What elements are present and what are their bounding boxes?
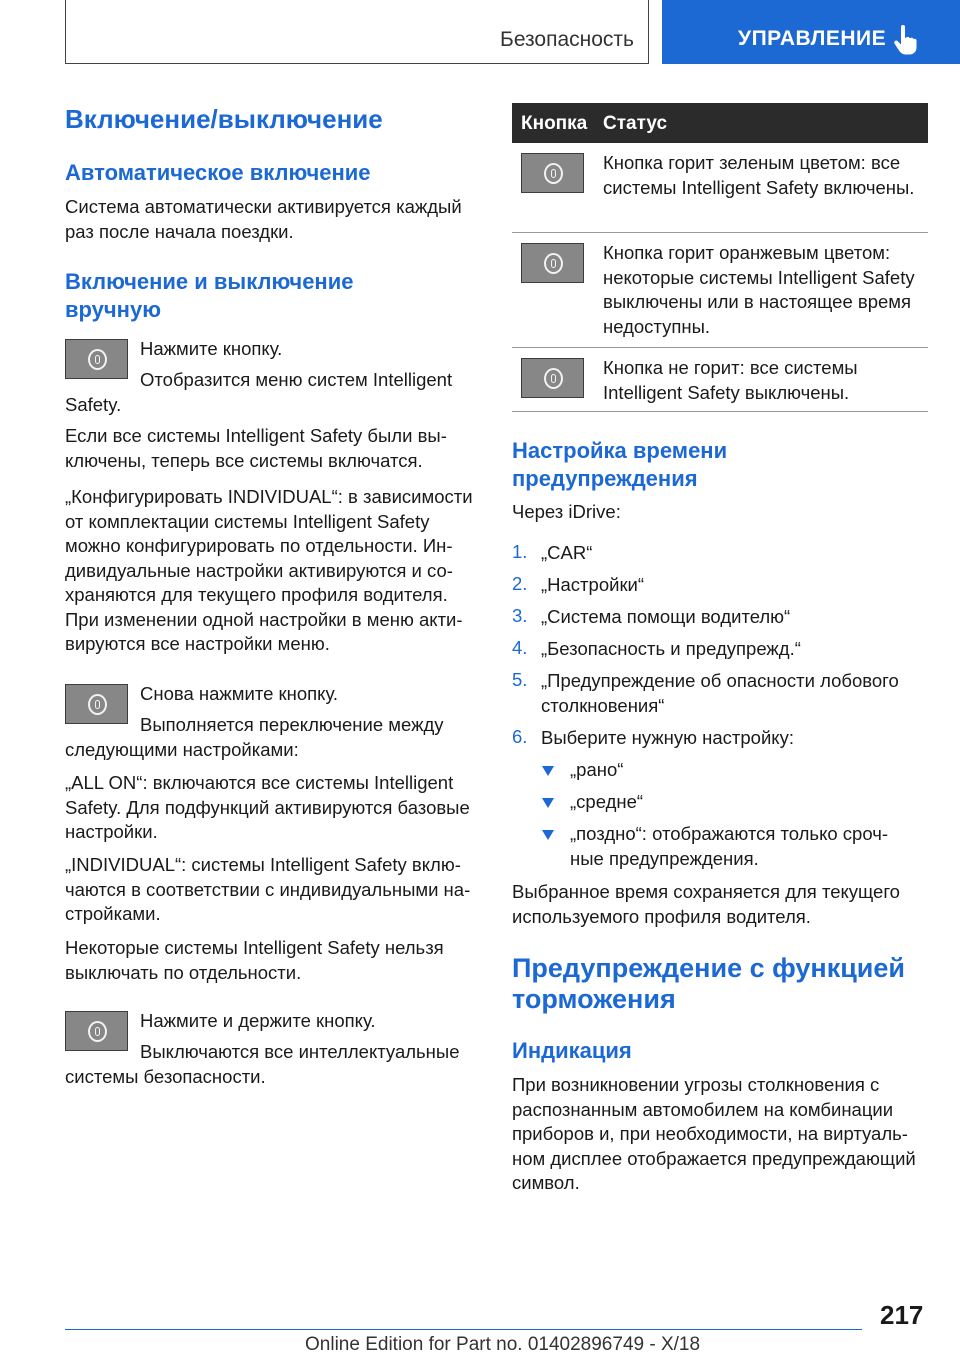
step-number: 1.: [512, 541, 528, 562]
step-number: 4.: [512, 637, 528, 658]
step-text: „Система помощи водителю“: [541, 606, 791, 627]
bullet-triangle-icon: [542, 798, 554, 808]
para-all-on: „ALL ON“: включаются все системы Intelligent Safety. Для подфункций активируются базовые настройки.: [65, 772, 470, 842]
option-item: „рано“: [570, 759, 624, 780]
display-text: При возникновении угрозы столкновения с распознанным автомобилем на комбинации приборов и, при необходимости, на виртуальном дисплее отображается предупреждающий символ.: [512, 1074, 916, 1193]
bullet-triangle-icon: [542, 830, 554, 840]
table-row: [512, 348, 928, 412]
step-text: „Безопасность и предупрежд.“: [541, 638, 801, 659]
step2-result: Выполняется переключение между следующими настройками:: [65, 714, 444, 760]
step-number: 5.: [512, 669, 528, 690]
auto-text: Система автоматически активируется каждый раз после начала поездки.: [65, 196, 462, 242]
brake-warning-heading: Предупреждение с функцией торможения: [512, 953, 906, 1014]
para-individual-mode: „INDIVIDUAL“: системы Intelligent Safety включаются в соответствии с индивидуальными настройками.: [65, 854, 471, 924]
saved-note: Выбранное время сохраняется для текущего используемого профиля водителя.: [512, 881, 900, 927]
option-item: „поздно“: отображаются только срочные предупреждения.: [570, 823, 889, 869]
section-title: Безопасность: [500, 28, 634, 51]
manual-heading: Включение и выключение вручную: [65, 269, 354, 322]
step2-action: Снова нажмите кнопку.: [140, 683, 338, 704]
status-cell: Кнопка горит зеленым цветом: все системы Intelligent Safety включены.: [603, 152, 915, 198]
footer-rule: [65, 1329, 862, 1330]
para-all-off: Если все системы Intelligent Safety были выключены, теперь все системы включатся.: [65, 425, 447, 471]
bullet-triangle-icon: [542, 766, 554, 776]
step-text: „CAR“: [541, 542, 593, 563]
table-row: [512, 233, 928, 348]
display-heading: Индикация: [512, 1038, 632, 1063]
section-header: [65, 0, 649, 64]
page-title: Включение/выключение: [65, 104, 383, 134]
intelligent-safety-button-icon: [521, 358, 584, 398]
page-number: 217: [880, 1300, 924, 1330]
status-table-header: [512, 103, 928, 143]
via-idrive: Через iDrive:: [512, 501, 621, 522]
step1-result: Отобразится меню систем Intelligent Safety.: [65, 369, 453, 415]
table-row: [512, 143, 928, 233]
step3-action: Нажмите и держите кнопку.: [140, 1010, 376, 1031]
para-some-systems: Некоторые системы Intelligent Safety нельзя выключать по отдельности.: [65, 937, 444, 983]
step-text: Выберите нужную настройку:: [541, 727, 794, 748]
step1-action: Нажмите кнопку.: [140, 338, 283, 359]
intelligent-safety-button-icon: [521, 243, 584, 283]
step-number: 3.: [512, 605, 528, 626]
step-text: „Предупреждение об опасности лобового столкновения“: [541, 670, 899, 716]
status-cell: Кнопка горит оранжевым цветом: некоторые системы Intelligent Safety выключены или в настоящее время недоступны.: [603, 242, 915, 337]
auto-heading: Автоматическое включение: [65, 160, 371, 185]
step-number: 6.: [512, 726, 528, 747]
step-number: 2.: [512, 573, 528, 594]
status-cell: Кнопка не горит: все системы Intelligent Safety выключены.: [603, 357, 858, 403]
edition-footer: Online Edition for Part no. 01402896749 - X/18: [305, 1334, 701, 1355]
option-item: „средне“: [570, 791, 644, 812]
step-text: „Настройки“: [541, 574, 645, 595]
para-individual: „Конфигурировать INDIVIDUAL“: в зависимости от комплектации системы Intelligent Safety можно конфигурировать по отдельности. Индивидуальные настройки активируются и сохраняются для текущего профиля водителя. При изменении одной настройки в меню активируются все настройки меню.: [65, 486, 473, 654]
chapter-title: УПРАВЛЕНИЕ: [738, 27, 887, 50]
intelligent-safety-button-icon: [521, 153, 584, 193]
warning-time-heading: Настройка времени предупреждения: [512, 438, 728, 491]
step3-result: Выключаются все интеллектуальные системы безопасности.: [65, 1041, 460, 1087]
col-status: Статус: [603, 113, 668, 134]
hand-pointer-icon: [893, 25, 919, 55]
col-button: Кнопка: [521, 113, 588, 134]
